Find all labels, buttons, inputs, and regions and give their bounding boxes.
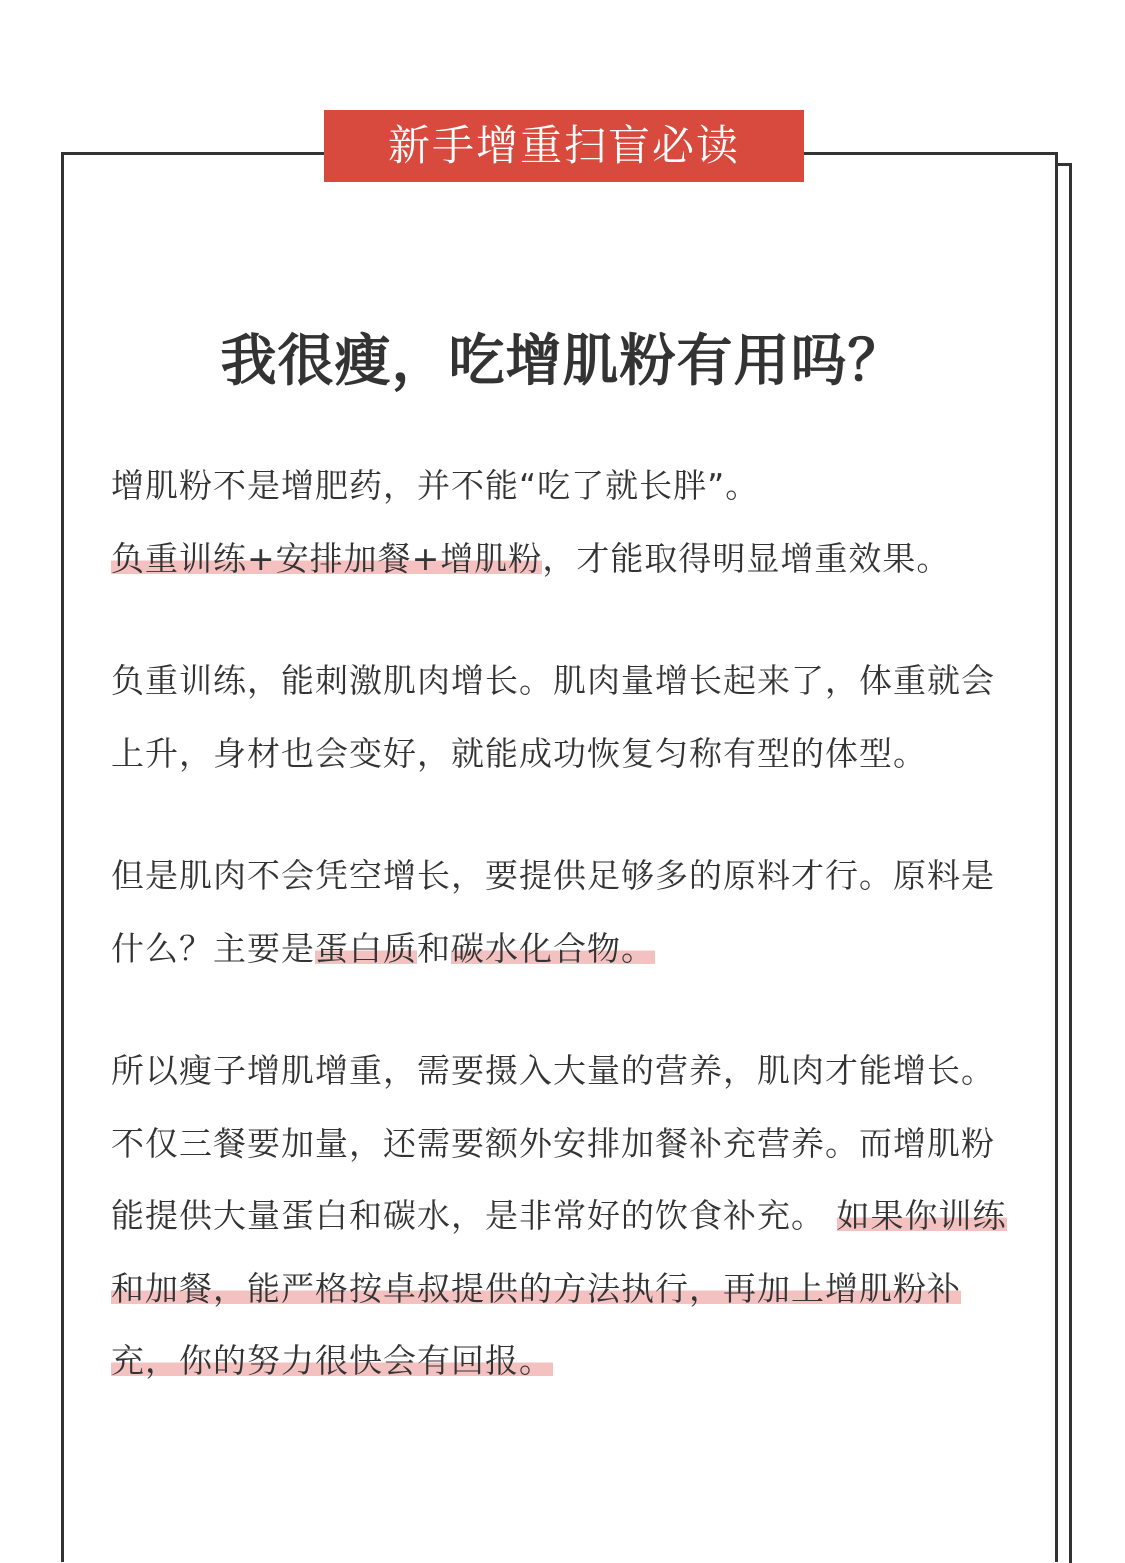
paragraph-3-text: 但是肌肉不会凭空增长，要提供足够多的原料才行。原料是什么？主要是 <box>111 856 995 968</box>
highlight-protein: 蛋白质 <box>315 928 417 968</box>
paragraph-2 <box>111 645 1016 790</box>
paragraph-1-line-2-rest: ，才能取得明显增重效果。 <box>542 538 951 578</box>
paragraph-1 <box>111 450 1016 595</box>
paragraph-1-line-1: 增肌粉不是增肥药，并不能“吃了就长胖”。 <box>111 466 760 505</box>
highlight-carbohydrates: 碳水化合物。 <box>451 928 655 968</box>
paragraph-4 <box>111 1035 1016 1398</box>
paragraph-4-text: 所以瘦子增肌增重，需要摄入大量的营养，肌肉才能增长。不仅三餐要加量，还需要额外安排加餐补充营养。而增肌粉能提供大量蛋白和碳水，是非常好的饮食补充。 <box>111 1051 995 1235</box>
header-badge: 新手增重扫盲必读 <box>324 110 804 182</box>
paragraph-3 <box>111 840 1016 985</box>
highlight-training-formula: 负重训练+安排加餐+增肌粉 <box>111 538 543 578</box>
highlight-conclusion: 如果你训练和加餐，能严格按卓叔提供的方法执行，再加上增肌粉补充，你的努力很快会有回报。 <box>111 1196 1007 1380</box>
article-title: 我很瘦，吃增肌粉有用吗？ <box>220 329 905 394</box>
paragraph-3-connector: 和 <box>417 928 451 968</box>
article-body <box>111 450 1016 1398</box>
paragraph-2-text: 负重训练，能刺激肌肉增长。肌肉量增长起来了，体重就会上升，身材也会变好，就能成功恢复匀称有型的体型。 <box>111 661 995 773</box>
